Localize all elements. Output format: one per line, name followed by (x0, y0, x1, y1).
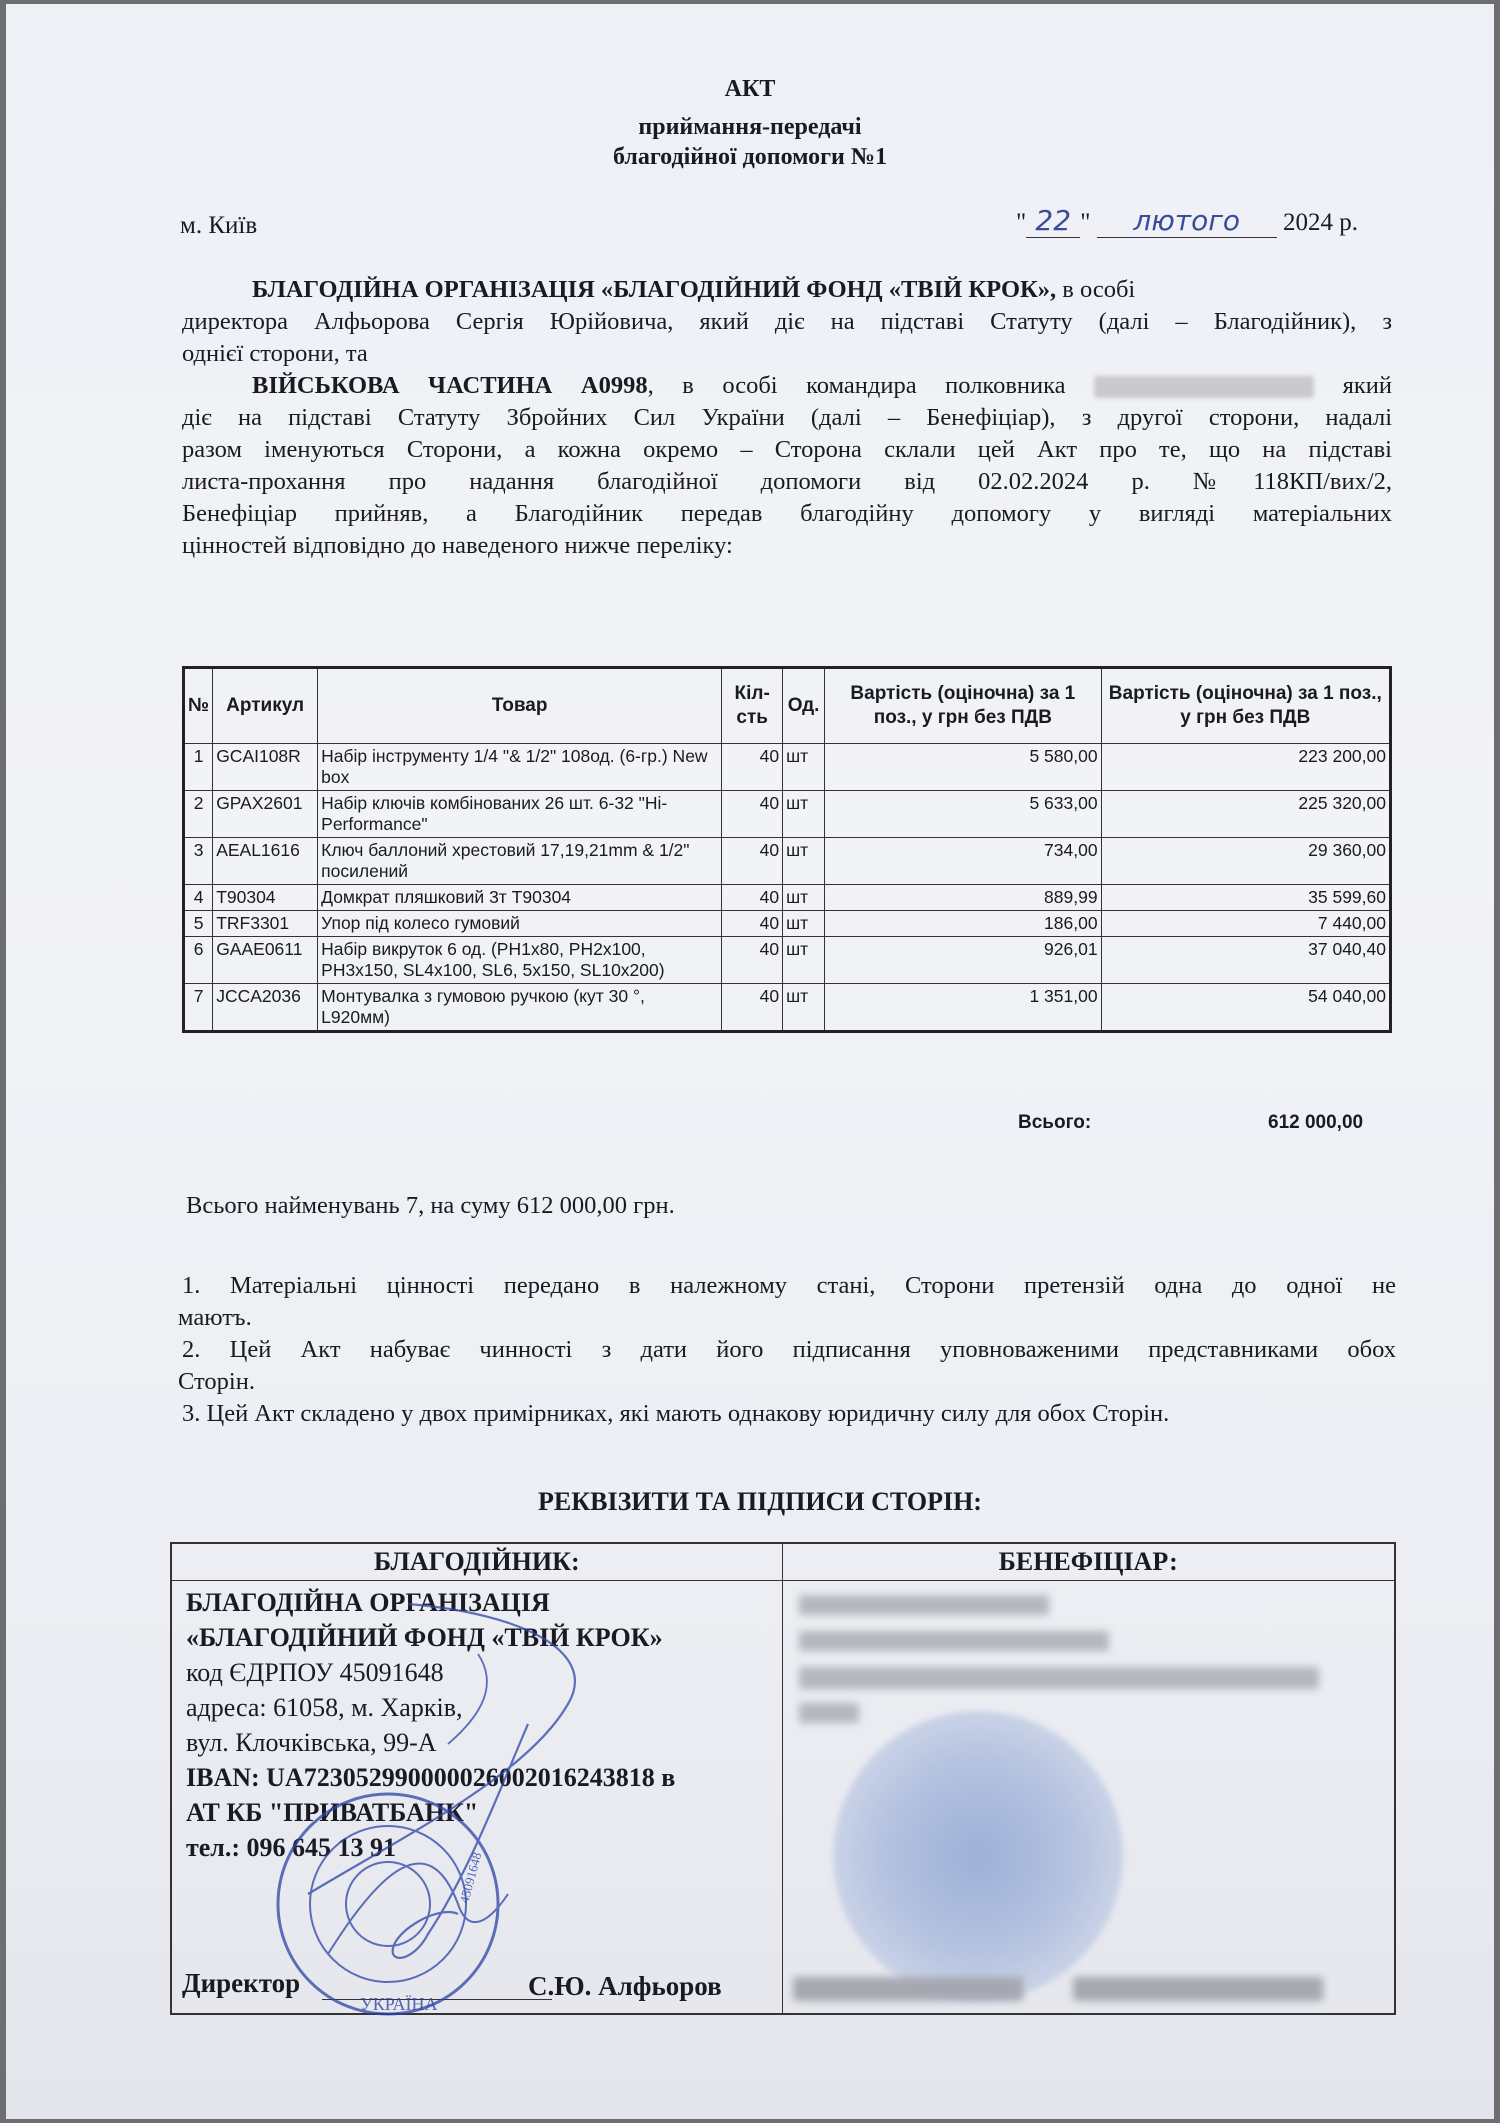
row-price: 1 351,00 (825, 984, 1101, 1032)
donor-line-6: IBAN: UA723052990000026002016243818 в (186, 1763, 676, 1792)
row-sum: 223 200,00 (1101, 744, 1390, 791)
row-sku: AEAL1616 (213, 838, 318, 885)
row-sku: JCCA2036 (213, 984, 318, 1032)
row-number: 2 (184, 791, 213, 838)
row-number: 4 (184, 885, 213, 911)
table-row (184, 937, 1391, 984)
donor-line-2: «БЛАГОДІЙНИЙ ФОНД «ТВІЙ КРОК» (186, 1623, 663, 1652)
body-line-4: Бенефіціар прийняв, а Благодійник передав благодійну допомогу у вигляді матеріальних (182, 500, 1392, 527)
donor-sign-role: Директор (182, 1968, 301, 1998)
row-number: 5 (184, 911, 213, 937)
row-number: 3 (184, 838, 213, 885)
table-row (184, 744, 1391, 791)
donor-line-8: тел.: 096 645 13 91 (186, 1833, 397, 1862)
col-header-qty: Кіл-сть (722, 668, 783, 744)
document-page (6, 4, 1494, 2119)
doc-title: АКТ (724, 76, 776, 102)
row-price: 5 580,00 (825, 744, 1101, 791)
row-number: 6 (184, 937, 213, 984)
items-table (182, 666, 1392, 1033)
redacted-beneficiary-line-4 (799, 1703, 859, 1723)
row-price: 5 633,00 (825, 791, 1101, 838)
row-price: 926,01 (825, 937, 1101, 984)
beneficiary-details-cell (782, 1581, 1395, 2015)
requisites-heading: РЕКВІЗИТИ ТА ПІДПИСИ СТОРІН: (538, 1487, 982, 1516)
donor-line-1: БЛАГОДІЙНА ОРГАНІЗАЦІЯ (186, 1588, 550, 1617)
redacted-beneficiary-line-1 (799, 1595, 1049, 1615)
body-line-3: листа-прохання про надання благодійної допомоги від 02.02.2024 р. №118КП/вих/2, (182, 468, 1392, 495)
clause-1-cont: маютъ. (178, 1304, 252, 1331)
party1-name: БЛАГОДІЙНА ОРГАНІЗАЦІЯ «БЛАГОДІЙНИЙ ФОНД «ТВІЙ КРОК», (252, 276, 1057, 303)
date-day: 22 (1026, 204, 1080, 238)
stamp-ring-text: УКРАЇНА (360, 1994, 438, 2014)
col-header-price: Вартість (оціночна) за 1 поз., у грн без ПДВ (825, 668, 1101, 744)
body-line-2: разом іменуються Сторони, а кожна окремо – Сторона склали цей Акт про те, що на підставі (182, 436, 1392, 463)
party2-text-b: який (1314, 372, 1393, 399)
table-row (184, 791, 1391, 838)
summary-text: Всього найменувань 7, на суму 612 000,00 грн. (186, 1192, 675, 1219)
donor-line-5: вул. Клочківська, 99-А (186, 1728, 437, 1757)
clause-2-cont: Сторін. (178, 1368, 255, 1395)
body-line-1: діє на підставі Статуту Збройних Сил України (далі – Бенефіціар), з другої сторони, надалі (182, 404, 1392, 431)
city: м. Київ (180, 212, 258, 239)
beneficiary-header: БЕНЕФІЦІАР: (782, 1543, 1395, 1581)
redacted-sign-name (1073, 1977, 1323, 2001)
redacted-beneficiary-line-3 (799, 1667, 1319, 1689)
donor-line-3: код ЄДРПОУ 45091648 (186, 1658, 444, 1687)
body-line-5: цінностей відповідно до наведеного нижче переліку: (182, 532, 733, 559)
doc-subtitle-2: благодійної допомоги №1 (613, 144, 887, 170)
row-unit: шт (783, 984, 825, 1032)
party2-name: ВІЙСЬКОВА ЧАСТИНА А0998 (252, 372, 648, 399)
row-unit: шт (783, 838, 825, 885)
row-sum: 54 040,00 (1101, 984, 1390, 1032)
row-qty: 40 (722, 984, 783, 1032)
row-number: 1 (184, 744, 213, 791)
row-product: Упор під колесо гумовий (318, 911, 722, 937)
party1-text-b: директора Алфьорова Сергія Юрійовича, який діє на підставі Статуту (далі – Благодійник), з (182, 308, 1392, 335)
row-sku: T90304 (213, 885, 318, 911)
date-month: лютого (1097, 204, 1277, 238)
redacted-sign-role (793, 1977, 1023, 2001)
intro-paragraph (182, 274, 1392, 562)
clauses (178, 1270, 1396, 1430)
col-header-unit: Од. (783, 668, 825, 744)
party1-text-a: в особі (1056, 276, 1136, 303)
clause-1: 1. Матеріальні цінності передано в належному стані, Сторони претензій одна до одної не (182, 1272, 1396, 1299)
row-price: 889,99 (825, 885, 1101, 911)
row-qty: 40 (722, 744, 783, 791)
table-row (184, 838, 1391, 885)
row-sum: 35 599,60 (1101, 885, 1390, 911)
clause-3: 3. Цей Акт складено у двох примірниках, які мають однакову юридичну силу для обох Сторін. (182, 1400, 1170, 1427)
row-qty: 40 (722, 838, 783, 885)
row-product: Набір викруток 6 од. (PH1x80, PH2x100, PH3x150, SL4x100, SL6, 5x150, SL10x200) (318, 937, 722, 984)
row-sum: 29 360,00 (1101, 838, 1390, 885)
donor-header: БЛАГОДІЙНИК: (171, 1543, 782, 1581)
row-sku: TRF3301 (213, 911, 318, 937)
row-sku: GCAI108R (213, 744, 318, 791)
row-unit: шт (783, 744, 825, 791)
row-qty: 40 (722, 937, 783, 984)
row-sku: GAAE0611 (213, 937, 318, 984)
row-unit: шт (783, 791, 825, 838)
col-header-sum: Вартість (оціночна) за 1 поз., у грн без ПДВ (1101, 668, 1390, 744)
stamp-code: 45091648 (456, 1850, 485, 1905)
total-value: 612 000,00 (1268, 1112, 1364, 1133)
table-row (184, 911, 1391, 937)
col-header-product: Товар (318, 668, 722, 744)
table-row (184, 885, 1391, 911)
row-qty: 40 (722, 911, 783, 937)
doc-subtitle-1: приймання-передачі (638, 114, 862, 140)
col-header-sku: Артикул (213, 668, 318, 744)
redacted-beneficiary-line-2 (799, 1631, 1109, 1651)
table-row (184, 984, 1391, 1032)
row-number: 7 (184, 984, 213, 1032)
date-year: 2024 р. (1282, 209, 1358, 236)
row-sku: GPAX2601 (213, 791, 318, 838)
total-label: Всього: (1018, 1112, 1092, 1133)
row-sum: 7 440,00 (1101, 911, 1390, 937)
row-price: 186,00 (825, 911, 1101, 937)
donor-line-4: адреса: 61058, м. Харків, (186, 1693, 463, 1722)
row-unit: шт (783, 911, 825, 937)
party2-text-a: , в особі командира полковника (647, 372, 1066, 399)
redacted-name (1094, 376, 1314, 398)
stamp-and-signature (268, 1574, 678, 2034)
row-qty: 40 (722, 885, 783, 911)
col-header-number: № (184, 668, 213, 744)
redacted-stamp (833, 1711, 1123, 2001)
row-product: Набір інструменту 1/4 "& 1/2" 108од. (6-гр.) New box (318, 744, 722, 791)
table-header-row (184, 668, 1391, 744)
row-product: Набір ключів комбінованих 26 шт. 6-32 "Hi-Performance" (318, 791, 722, 838)
row-qty: 40 (722, 791, 783, 838)
row-product: Ключ баллоний хрестовий 17,19,21mm & 1/2" посилений (318, 838, 722, 885)
row-sum: 225 320,00 (1101, 791, 1390, 838)
row-unit: шт (783, 885, 825, 911)
date-line: " 22 " лютого 2024 р. (1016, 204, 1358, 237)
donor-line-7: АТ КБ "ПРИВАТБАНК" (186, 1798, 479, 1827)
party1-text-c: однієї сторони, та (182, 340, 368, 367)
row-product: Монтувалка з гумовою ручкою (кут 30 °, L920мм) (318, 984, 722, 1032)
row-unit: шт (783, 937, 825, 984)
row-product: Домкрат пляшковий 3т T90304 (318, 885, 722, 911)
donor-sign-name: С.Ю. Алфьоров (528, 1971, 722, 2001)
row-sum: 37 040,40 (1101, 937, 1390, 984)
row-price: 734,00 (825, 838, 1101, 885)
clause-2: 2. Цей Акт набуває чинності з дати його підписання уповноваженими представниками обох (182, 1336, 1396, 1363)
